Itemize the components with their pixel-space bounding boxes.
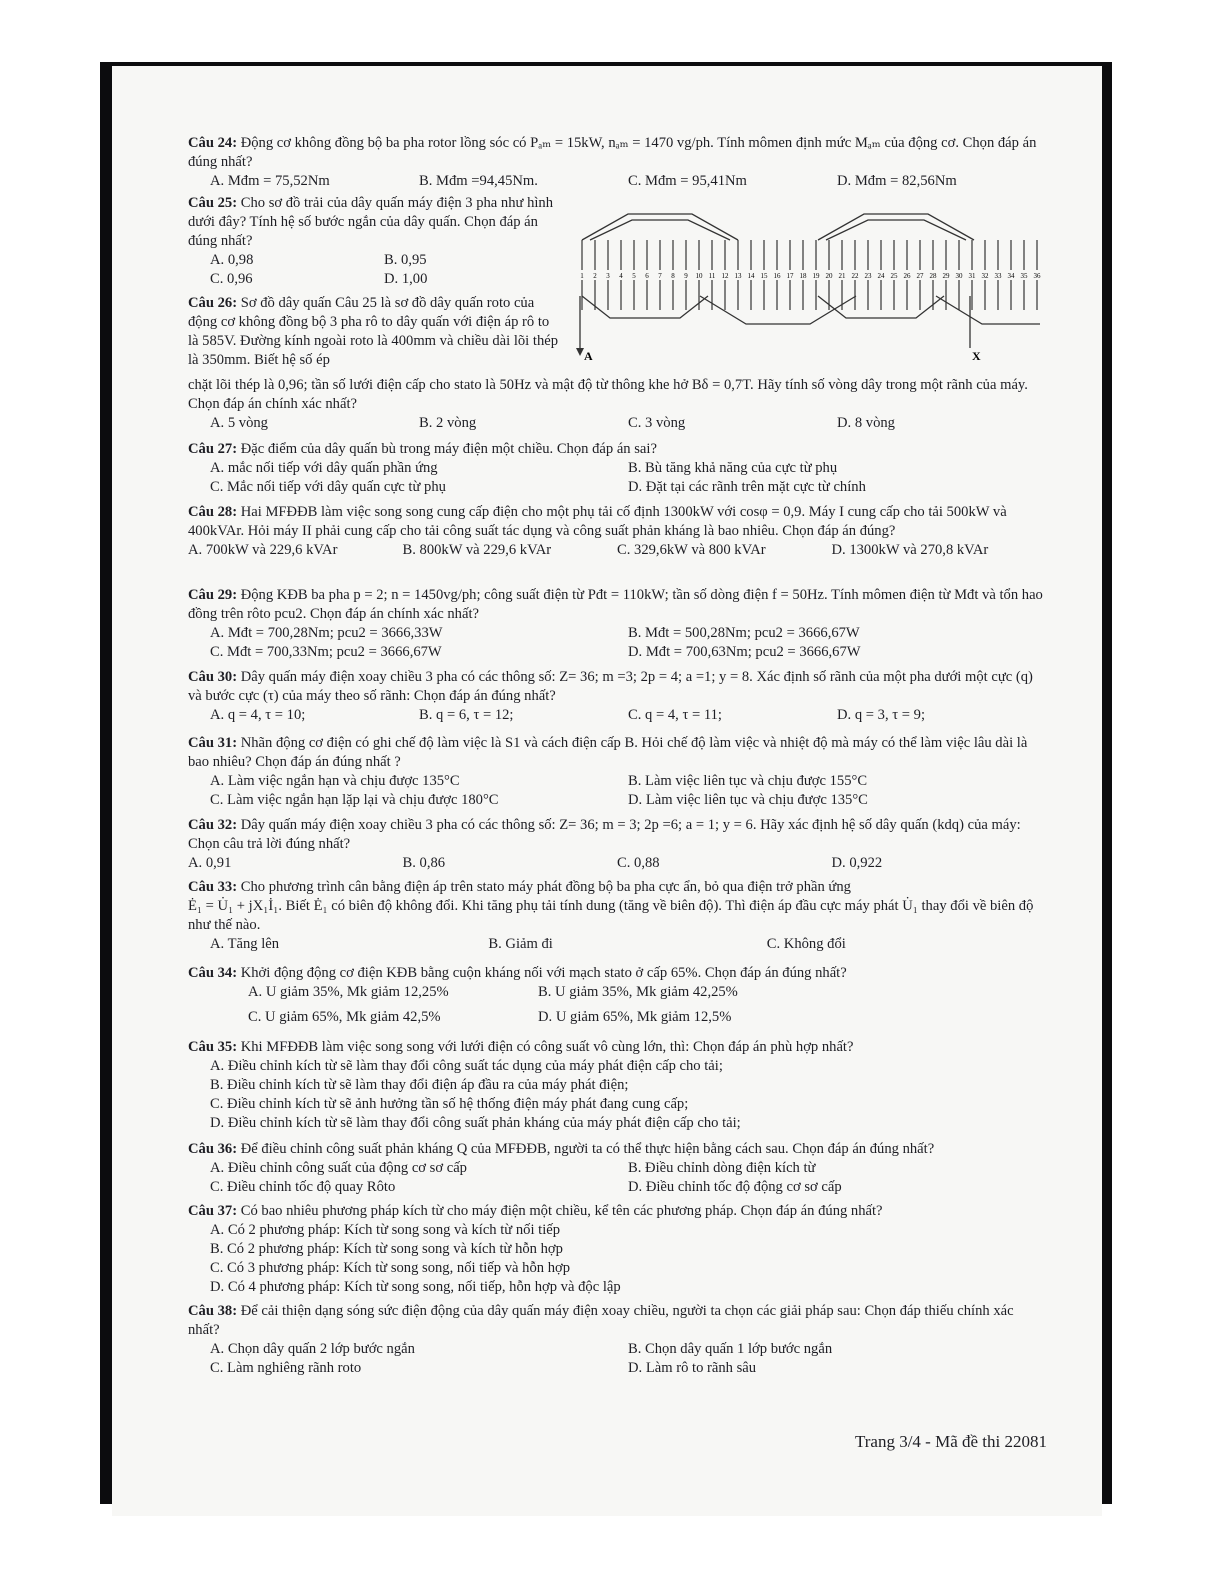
option-d[interactable]: D. Làm rô to rãnh sâu	[628, 1360, 757, 1376]
question-text-cont: chặt lõi thép là 0,96; tần số lưới điện cấp cho stato là 50Hz và mật độ từ thông khe hở Bδ = 0,7T. Hãy tính số vòng dây trong một rãnh của máy. Chọn đáp án chính xác nhất?	[188, 377, 1028, 412]
question-number: Câu 35:	[188, 1039, 238, 1055]
question-number: Câu 26:	[188, 295, 238, 311]
question-34	[188, 964, 1046, 1027]
question-number: Câu 36:	[188, 1141, 238, 1157]
question-38	[188, 1302, 1046, 1378]
question-25	[188, 194, 558, 289]
question-31	[188, 734, 1046, 810]
slot-number: 30	[955, 272, 963, 280]
slot-number: 12	[721, 272, 729, 280]
option-a[interactable]: A. U giảm 35%, Mk giảm 12,25%	[248, 984, 449, 1000]
option-c[interactable]: C. Mđt = 700,33Nm; pcu2 = 3666,67W	[210, 644, 442, 660]
option-d[interactable]: D. Có 4 phương pháp: Kích từ song song, nối tiếp, hỗn hợp và độc lập	[210, 1279, 621, 1295]
option-b[interactable]: B. Giảm đi	[488, 936, 553, 952]
option-b[interactable]: B. Có 2 phương pháp: Kích từ song song và kích từ hỗn hợp	[210, 1241, 563, 1257]
slot-number: 24	[877, 272, 885, 280]
slot-number: 5	[632, 272, 636, 280]
question-text: Để điều chỉnh công suất phản kháng Q của MFĐĐB, người ta có thể thực hiện bằng cách sau. Chọn đáp án đúng nhất?	[240, 1141, 935, 1157]
question-text: Dây quấn máy điện xoay chiều 3 pha có các thông số: Z= 36; m =3; 2p = 4; a =1; y = 8. Xác định số rãnh của một pha dưới một cực (q) và bước cực (τ) của máy theo số rãnh: Chọn đáp án đúng nhất?	[188, 669, 1033, 704]
option-b[interactable]: B. q = 6, τ = 12;	[419, 707, 514, 723]
option-d[interactable]: D. Điều chỉnh tốc độ động cơ sơ cấp	[628, 1179, 842, 1195]
question-26-cont	[188, 376, 1046, 433]
option-b[interactable]: B. U giảm 35%, Mk giảm 42,25%	[538, 984, 738, 1000]
slot-number: 8	[671, 272, 675, 280]
option-c[interactable]: C. q = 4, τ = 11;	[628, 707, 722, 723]
option-d[interactable]: D. 8 vòng	[837, 415, 895, 431]
question-text: Khi MFĐĐB làm việc song song với lưới điện có công suất vô cùng lớn, thì: Chọn đáp án phù hợp nhất?	[240, 1039, 854, 1055]
question-text: Đặc điểm của dây quấn bù trong máy điện một chiều. Chọn đáp án sai?	[240, 441, 657, 457]
slot-number: 28	[929, 272, 937, 280]
question-27	[188, 440, 1046, 497]
coil-connection-upper	[582, 214, 974, 240]
option-d[interactable]: D. Làm việc liên tục và chịu được 135°C	[628, 792, 868, 808]
option-b[interactable]: B. Bù tăng khả năng của cực từ phụ	[628, 460, 838, 476]
option-a[interactable]: A. 0,98	[210, 252, 254, 268]
question-text: Dây quấn máy điện xoay chiều 3 pha có các thông số: Z= 36; m = 3; 2p =6; a = 1; y = 6. Hãy xác định hệ số dây quấn (kdq) của máy: Chọn câu trả lời đúng nhất?	[188, 817, 1021, 852]
option-a[interactable]: A. Điều chỉnh kích từ sẽ làm thay đổi công suất tác dụng của máy phát điện cấp cho tải;	[210, 1058, 723, 1074]
answer-options	[188, 772, 1046, 810]
winding-diagram	[570, 200, 1050, 370]
question-24	[188, 134, 1046, 191]
option-c[interactable]: C. Làm việc ngắn hạn lặp lại và chịu được 180°C	[210, 792, 499, 808]
answer-options	[188, 854, 1046, 873]
question-number: Câu 34:	[188, 965, 238, 981]
option-c[interactable]: C. Mđm = 95,41Nm	[628, 173, 747, 189]
slot-number: 16	[773, 272, 781, 280]
option-a[interactable]: A. Có 2 phương pháp: Kích từ song song và kích từ nối tiếp	[210, 1222, 561, 1238]
option-a[interactable]: A. 5 vòng	[210, 415, 268, 431]
option-c[interactable]: C. 3 vòng	[628, 415, 686, 431]
option-d[interactable]: D. U giảm 65%, Mk giảm 12,5%	[538, 1009, 732, 1025]
slot-number: 26	[903, 272, 911, 280]
option-d[interactable]: D. Điều chỉnh kích từ sẽ làm thay đổi công suất phản kháng của máy phát điện cấp cho tải;	[210, 1115, 741, 1131]
question-equation: Ė₁ = U̇₁ + jX₁İ₁. Biết Ė₁ có biên độ không đổi. Khi tăng phụ tải tính dung (tăng về biên độ). Thì điện áp đầu cực máy phát U̇₁ thay đổi về biên độ như thế nào.	[188, 898, 1034, 933]
option-b[interactable]: B. 0,95	[384, 252, 427, 268]
slot-number: 22	[851, 272, 859, 280]
slot-number: 25	[890, 272, 898, 280]
answer-options	[188, 459, 1046, 497]
option-c[interactable]: C. 0,88	[617, 855, 660, 871]
option-c[interactable]: C. Mắc nối tiếp với dây quấn cực từ phụ	[210, 479, 446, 495]
answer-options	[188, 1340, 1046, 1378]
question-number: Câu 28:	[188, 504, 238, 520]
option-a[interactable]: A. Mđm = 75,52Nm	[210, 173, 330, 189]
question-number: Câu 32:	[188, 817, 238, 833]
option-c[interactable]: C. 329,6kW và 800 kVAr	[617, 542, 766, 558]
slot-number: 9	[684, 272, 688, 280]
option-c[interactable]: C. 0,96	[210, 271, 253, 287]
option-c[interactable]: C. U giảm 65%, Mk giảm 42,5%	[248, 1009, 441, 1025]
question-number: Câu 25:	[188, 195, 238, 211]
slot-number: 14	[747, 272, 755, 280]
answer-options	[188, 1221, 1046, 1297]
question-text: Cho phương trình cân bằng điện áp trên stato máy phát đồng bộ ba pha cực ẩn, bỏ qua điện trở phần ứng	[240, 879, 851, 895]
option-a[interactable]: A. Điều chỉnh công suất của động cơ sơ cấp	[210, 1160, 467, 1176]
terminal-x-label: X	[972, 349, 981, 363]
question-26	[188, 294, 558, 370]
option-d[interactable]: D. Mđt = 700,63Nm; pcu2 = 3666,67W	[628, 644, 861, 660]
option-a[interactable]: A. Chọn dây quấn 2 lớp bước ngắn	[210, 1341, 415, 1357]
question-text: Động cơ không đồng bộ ba pha rotor lồng sóc có Pₐₘ = 15kW, nₐₘ = 1470 vg/ph. Tính mômen định mức Mₐₘ của động cơ. Chọn đáp án đúng nhất?	[188, 135, 1037, 170]
question-text: Để cải thiện dạng sóng sức điện động của dây quấn máy điện xoay chiều, người ta chọn các giải pháp sau: Chọn đáp thiếu chính xác nhất?	[188, 1303, 1014, 1338]
question-number: Câu 38:	[188, 1303, 238, 1319]
question-number: Câu 30:	[188, 669, 238, 685]
slot-number: 34	[1007, 272, 1015, 280]
answer-options	[188, 624, 1046, 662]
question-number: Câu 37:	[188, 1203, 238, 1219]
question-33	[188, 878, 1046, 954]
question-35	[188, 1038, 1046, 1133]
option-c[interactable]: C. Điều chỉnh kích từ sẽ ảnh hưởng tần số hệ thống điện máy phát đang cung cấp;	[210, 1096, 689, 1112]
coil-connection-upper-2	[590, 220, 966, 240]
question-29	[188, 586, 1046, 662]
answer-options	[188, 983, 828, 1027]
option-c[interactable]: C. Làm nghiêng rãnh roto	[210, 1360, 362, 1376]
option-a[interactable]: A. Làm việc ngắn hạn và chịu được 135°C	[210, 773, 460, 789]
option-d[interactable]: D. q = 3, τ = 9;	[837, 707, 925, 723]
option-d[interactable]: D. 0,922	[831, 855, 883, 871]
slot-number: 4	[619, 272, 623, 280]
question-text: Khởi động động cơ điện KĐB bằng cuộn kháng nối với mạch stato ở cấp 65%. Chọn đáp án đúng nhất?	[240, 965, 847, 981]
option-b[interactable]: B. Mđt = 500,28Nm; pcu2 = 3666,67W	[628, 625, 860, 641]
option-a[interactable]: A. Tăng lên	[210, 936, 280, 952]
slot-number: 29	[942, 272, 950, 280]
slot-number: 21	[838, 272, 846, 280]
option-c[interactable]: C. Không đổi	[766, 936, 846, 952]
answer-options	[188, 541, 1046, 560]
slot-number: 10	[695, 272, 703, 280]
option-c[interactable]: C. Điều chỉnh tốc độ quay Rôto	[210, 1179, 396, 1195]
question-number: Câu 33:	[188, 879, 238, 895]
option-b[interactable]: B. Điều chỉnh dòng điện kích từ	[628, 1160, 816, 1176]
terminal-a-label: A	[584, 349, 593, 363]
option-b[interactable]: B. Mđm =94,45Nm.	[419, 173, 538, 189]
question-text: Sơ đồ dây quấn Câu 25 là sơ đồ dây quấn roto của động cơ không đồng bộ 3 pha rô to dây quấn với điện áp rô to là 585V. Đường kính ngoài roto là 400mm và chiều dài lõi thép là 350mm. Biết hệ số ép	[188, 295, 559, 368]
slot-number: 31	[968, 272, 976, 280]
option-a[interactable]: A. Mđt = 700,28Nm; pcu2 = 3666,33W	[210, 625, 443, 641]
option-d[interactable]: D. 1300kW và 270,8 kVAr	[831, 542, 989, 558]
terminal-a-arrow	[576, 348, 584, 356]
question-30	[188, 668, 1046, 725]
option-d[interactable]: D. 1,00	[384, 271, 428, 287]
answer-options	[188, 251, 558, 289]
question-32	[188, 816, 1046, 873]
page-footer: Trang 3/4 - Mã đề thi 22081	[854, 1432, 1047, 1451]
option-c[interactable]: C. Có 3 phương pháp: Kích từ song song, nối tiếp và hỗn hợp	[210, 1260, 571, 1276]
answer-options	[188, 172, 1046, 191]
question-number: Câu 31:	[188, 735, 238, 751]
slot-number: 15	[760, 272, 768, 280]
slot-number: 17	[786, 272, 794, 280]
slot-number: 20	[825, 272, 833, 280]
question-text: Hai MFĐĐB làm việc song song cung cấp điện cho một phụ tải cố định 1300kW với cosφ = 0,9. Máy I cung cấp cho tải 500kW và 400kVAr. Hỏi máy II phải cung cấp cho tải công suất tác dụng và công suất phản kháng là bao nhiêu. Chọn đáp án đúng?	[188, 504, 1007, 539]
slot-number: 32	[981, 272, 989, 280]
question-37	[188, 1202, 1046, 1297]
slot-number: 35	[1020, 272, 1028, 280]
question-text: Có bao nhiêu phương pháp kích từ cho máy điện một chiều, kể tên các phương pháp. Chọn đáp án đúng nhất?	[240, 1203, 883, 1219]
option-b[interactable]: B. Làm việc liên tục và chịu được 155°C	[628, 773, 868, 789]
answer-options	[188, 935, 1046, 954]
slot-number: 18	[799, 272, 807, 280]
option-d[interactable]: D. Mđm = 82,56Nm	[837, 173, 957, 189]
option-b[interactable]: B. Chọn dây quấn 1 lớp bước ngắn	[628, 1341, 833, 1357]
question-text: Nhãn động cơ điện có ghi chế độ làm việc là S1 và cách điện cấp B. Hỏi chế độ làm việc và nhiệt độ mà máy có thể làm việc lâu dài là bao nhiêu? Chọn đáp án đúng nhất ?	[188, 735, 1028, 770]
question-number: Câu 27:	[188, 441, 238, 457]
option-d[interactable]: D. Đặt tại các rãnh trên mặt cực từ chính	[628, 479, 866, 495]
option-b[interactable]: B. 0,86	[402, 855, 446, 871]
question-number: Câu 24:	[188, 135, 238, 151]
slot-number: 19	[812, 272, 820, 280]
question-number: Câu 29:	[188, 587, 238, 603]
option-a[interactable]: A. 700kW và 229,6 kVAr	[188, 542, 338, 558]
answer-options	[188, 1057, 1046, 1133]
option-a[interactable]: A. mắc nối tiếp với dây quấn phần ứng	[210, 460, 438, 476]
option-b[interactable]: B. 800kW và 229,6 kVAr	[402, 542, 552, 558]
slot-number: 3	[606, 272, 610, 280]
slot-number: 1	[580, 272, 584, 280]
slot-number: 7	[658, 272, 662, 280]
question-36	[188, 1140, 1046, 1197]
answer-options	[188, 414, 1046, 433]
option-a[interactable]: A. 0,91	[188, 855, 232, 871]
question-text: Động KĐB ba pha p = 2; n = 1450vg/ph; công suất điện từ Pđt = 110kW; tần số dòng điện f = 50Hz. Tính mômen điện từ Mđt và tổn hao đồng trên rôto pcu2. Chọn đáp án chính xác nhất?	[188, 587, 1043, 622]
slot-number: 33	[994, 272, 1002, 280]
question-text: Cho sơ đồ trải của dây quấn máy điện 3 pha như hình dưới đây? Tính hệ số bước ngắn của dây quấn. Chọn đáp án đúng nhất?	[188, 195, 554, 249]
slot-numbers	[580, 272, 1041, 280]
coil-connection-lower-2	[582, 296, 944, 318]
slot-number: 27	[916, 272, 924, 280]
slot-number: 36	[1033, 272, 1041, 280]
slot-number: 23	[864, 272, 872, 280]
option-a[interactable]: A. q = 4, τ = 10;	[210, 707, 306, 723]
slot-number: 2	[593, 272, 597, 280]
answer-options	[188, 1159, 1046, 1197]
slot-number: 6	[645, 272, 649, 280]
answer-options	[188, 706, 1046, 725]
question-28	[188, 503, 1046, 560]
slot-number: 11	[708, 272, 716, 280]
option-b[interactable]: B. Điều chỉnh kích từ sẽ làm thay đổi điện áp đầu ra của máy phát điện;	[210, 1077, 629, 1093]
option-b[interactable]: B. 2 vòng	[419, 415, 477, 431]
slot-number: 13	[734, 272, 742, 280]
